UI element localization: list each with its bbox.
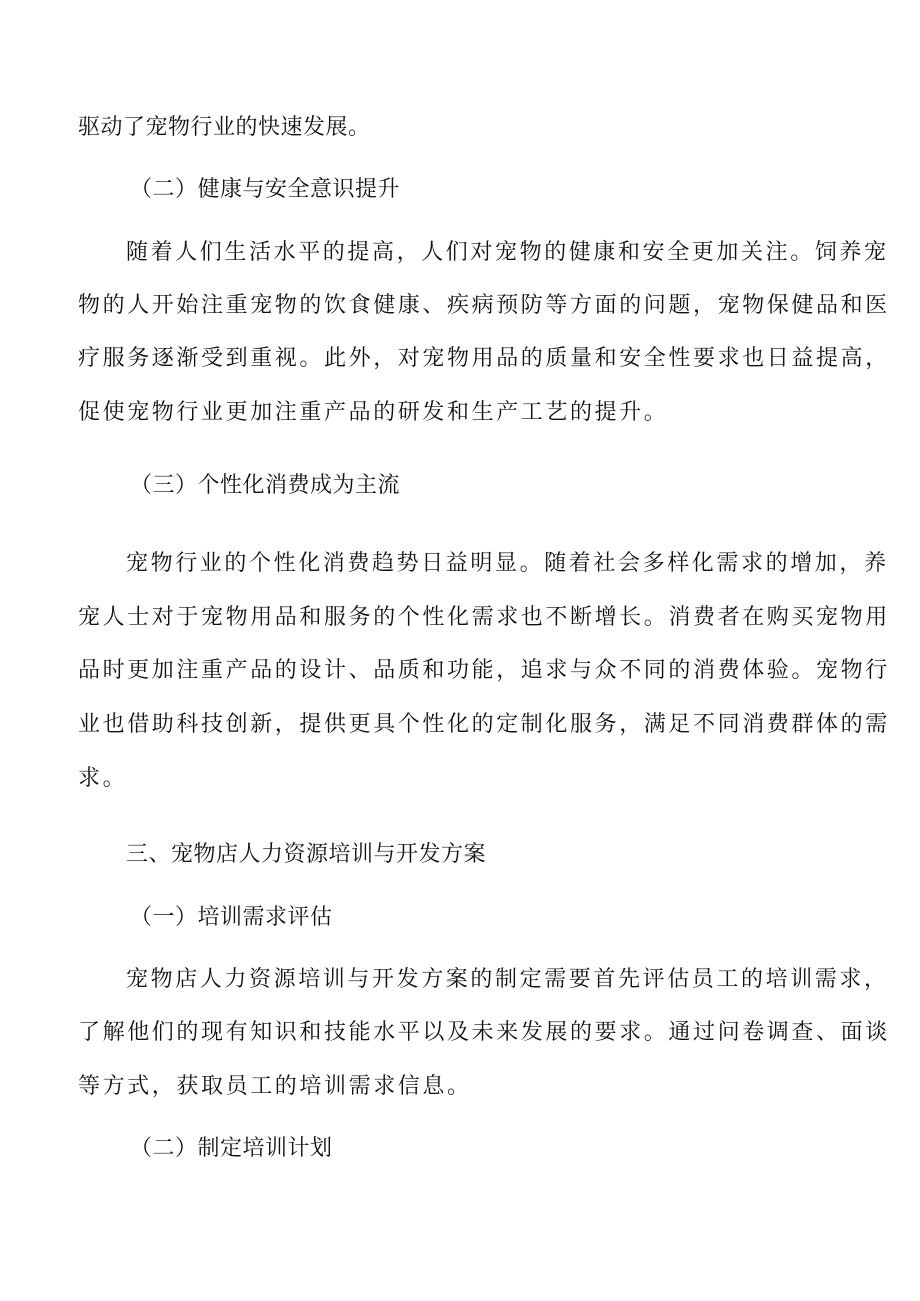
paragraph-line: 业也借助科技创新，提供更具个性化的定制化服务，满足不同消费群体的需 bbox=[78, 712, 890, 737]
paragraph-line: 宠人士对于宠物用品和服务的个性化需求也不断增长。消费者在购买宠物用 bbox=[78, 605, 890, 630]
paragraph-line: 宠物店人力资源培训与开发方案的制定需要首先评估员工的培训需求， bbox=[126, 967, 889, 992]
paragraph-line: 了解他们的现有知识和技能水平以及未来发展的要求。通过问卷调查、面谈 bbox=[78, 1020, 890, 1045]
subheading-personalized-consumption: （三）个性化消费成为主流 bbox=[130, 473, 401, 498]
paragraph-line: 等方式，获取员工的培训需求信息。 bbox=[78, 1074, 472, 1099]
section-heading-hr-training: 三、宠物店人力资源培训与开发方案 bbox=[126, 842, 487, 867]
subheading-training-needs: （一）培训需求评估 bbox=[130, 905, 333, 930]
paragraph-line: 促使宠物行业更加注重产品的研发和生产工艺的提升。 bbox=[78, 400, 669, 425]
paragraph-line: 随着人们生活水平的提高，人们对宠物的健康和安全更加关注。饲养宠 bbox=[126, 240, 889, 265]
paragraph-line: 品时更加注重产品的设计、品质和功能，追求与众不同的消费体验。宠物行 bbox=[78, 658, 890, 683]
subheading-training-plan: （二）制定培训计划 bbox=[130, 1136, 333, 1161]
paragraph-line: 宠物行业的个性化消费趋势日益明显。随着社会多样化需求的增加，养 bbox=[126, 551, 889, 576]
paragraph-line: 求。 bbox=[78, 766, 128, 791]
paragraph-line: 驱动了宠物行业的快速发展。 bbox=[78, 115, 371, 140]
paragraph-line: 物的人开始注重宠物的饮食健康、疾病预防等方面的问题，宠物保健品和医 bbox=[78, 293, 890, 318]
subheading-health-safety: （二）健康与安全意识提升 bbox=[130, 177, 401, 202]
paragraph-line: 疗服务逐渐受到重视。此外，对宠物用品的质量和安全性要求也日益提高， bbox=[78, 346, 890, 371]
